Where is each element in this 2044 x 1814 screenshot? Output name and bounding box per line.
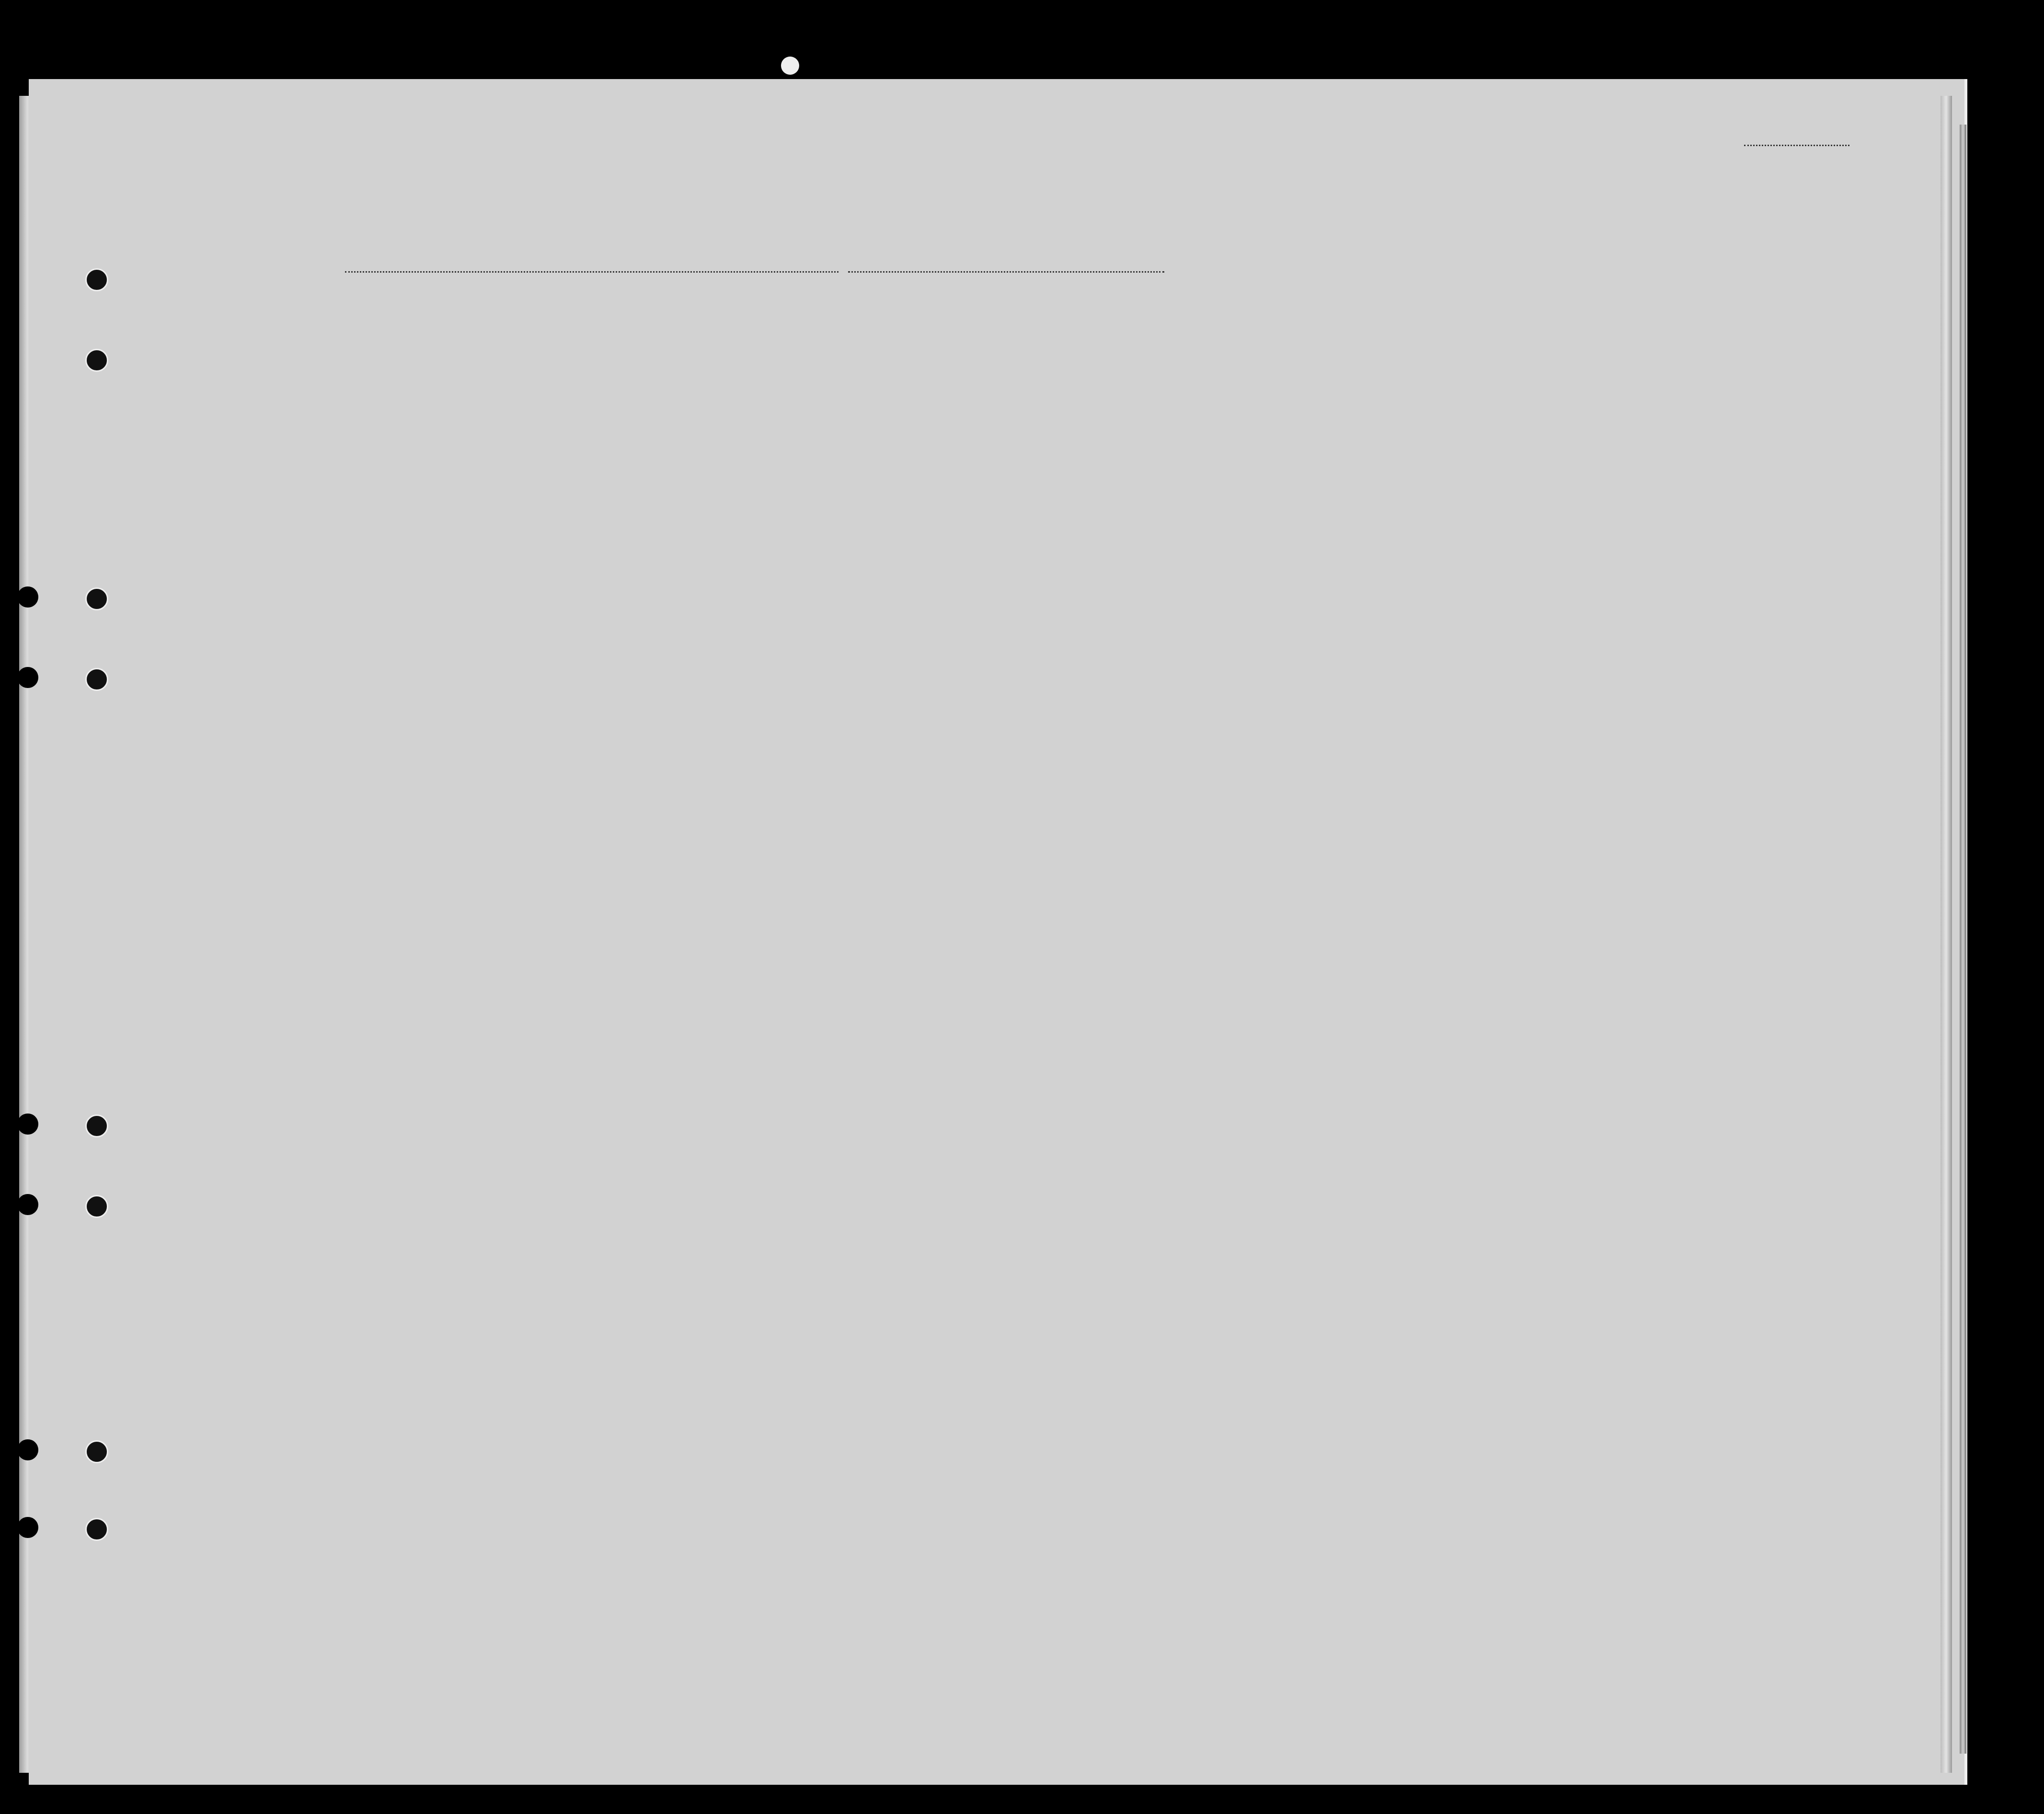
binder-ring	[17, 667, 38, 688]
heading-purpose-return	[1142, 356, 1176, 451]
binder-hole	[85, 668, 108, 691]
binder-hole	[85, 268, 108, 291]
binder-hole	[85, 587, 108, 610]
heading-polygamist	[1294, 335, 1313, 450]
binder-ring	[17, 1194, 38, 1215]
heading-q31	[1459, 335, 1480, 450]
heading-citizen	[1216, 356, 1250, 451]
heading-q29	[1397, 335, 1430, 450]
binder-ring	[17, 1114, 38, 1135]
heading-anarchist	[1319, 335, 1338, 450]
binder-ring	[17, 586, 38, 608]
heading-ticket	[573, 331, 598, 450]
heading-inches	[1619, 405, 1637, 448]
binder-hole	[85, 349, 108, 372]
binder-ring	[17, 1517, 38, 1538]
heading-q30	[1434, 335, 1456, 450]
binder-hole	[85, 1195, 108, 1218]
binder-hole	[85, 1440, 108, 1463]
binder-hole	[85, 1518, 108, 1541]
heading-money	[696, 331, 723, 450]
heading-prison	[1253, 335, 1288, 450]
binder-ring	[17, 1439, 38, 1460]
heading-feet	[1596, 405, 1615, 448]
heading-q28	[1342, 335, 1393, 450]
binder-hole	[85, 1114, 108, 1137]
heading-length-stay	[1179, 356, 1212, 451]
